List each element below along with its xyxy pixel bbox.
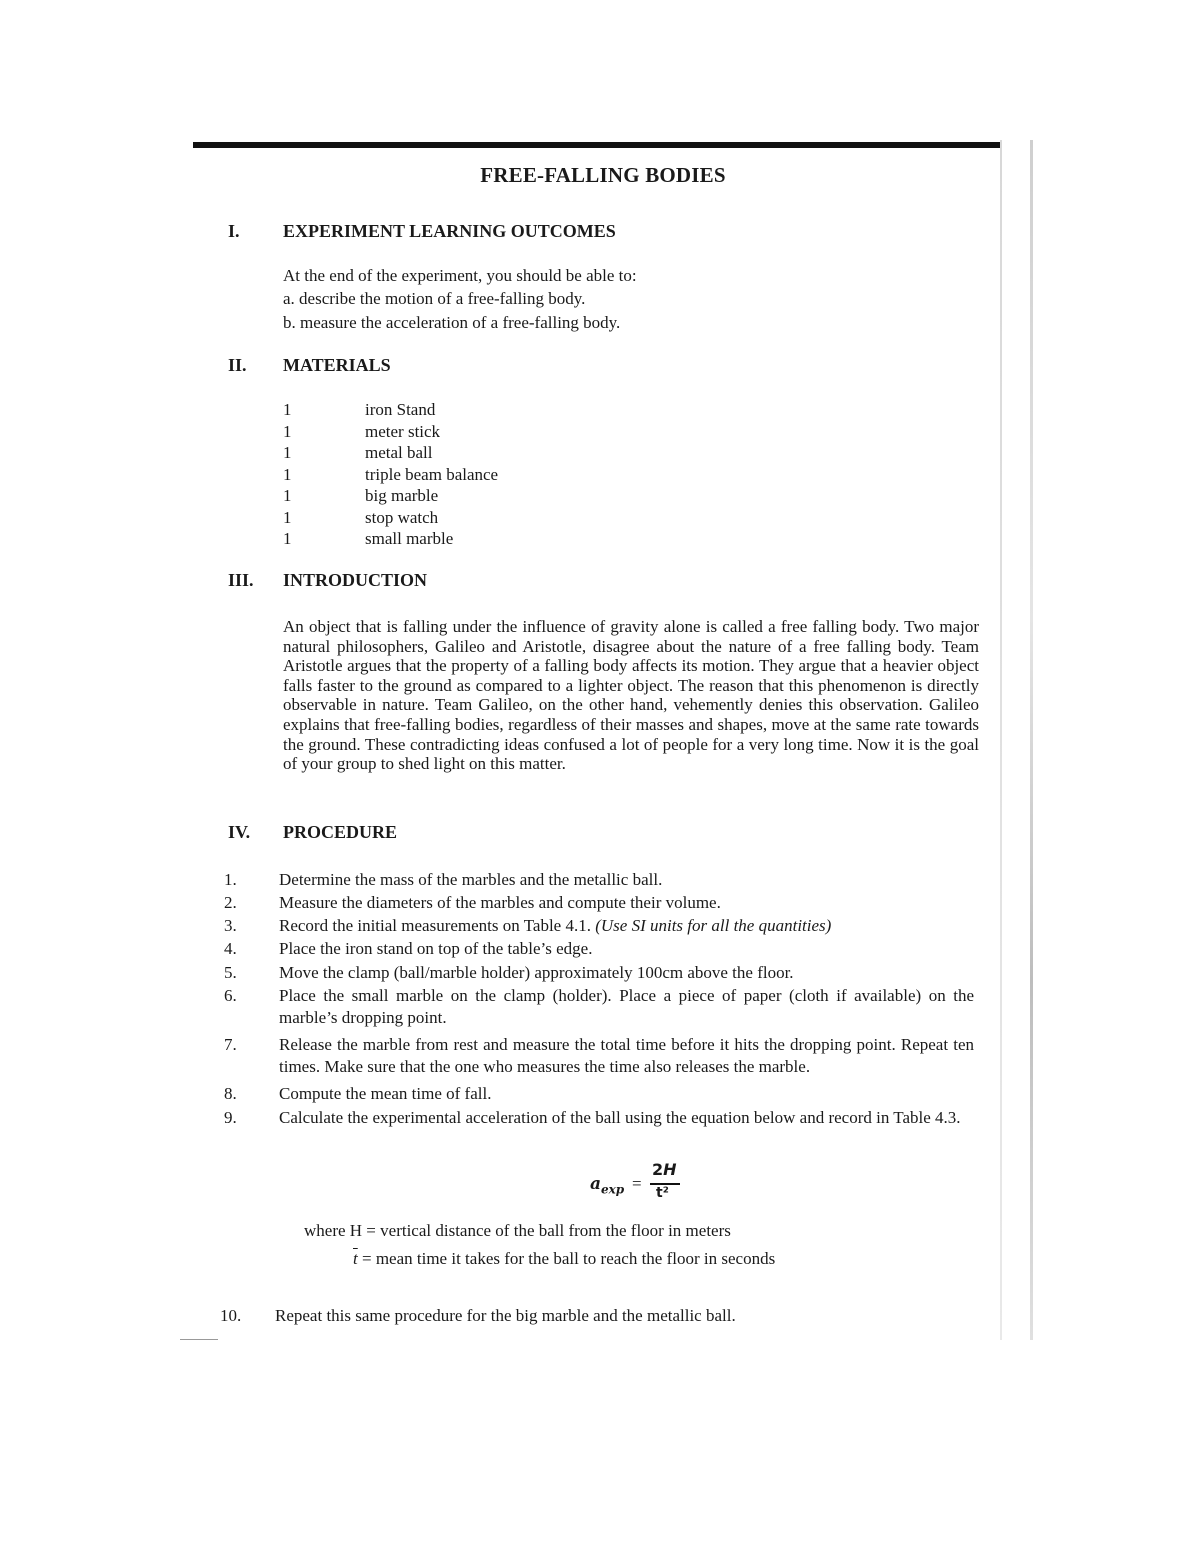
acceleration-formula — [590, 1160, 700, 1206]
step-number: 7. — [224, 1035, 237, 1054]
section-heading-introduction: INTRODUCTION — [283, 570, 428, 590]
section-number-procedure: IV. — [228, 822, 251, 842]
step-text: Compute the mean time of fall. — [279, 1084, 492, 1103]
material-name: stop watch — [365, 508, 439, 527]
material-row — [283, 442, 683, 463]
top-rule — [193, 142, 1002, 148]
step-number: 1. — [224, 870, 237, 889]
formula-lhs-symbol: a — [590, 1174, 602, 1194]
step-text — [279, 915, 974, 937]
mean-time-symbol: $\overline{t}$ — [353, 1249, 358, 1268]
outcome-item-b: b. measure the acceleration of a free-falling body. — [283, 313, 621, 332]
page-title: FREE-FALLING BODIES — [480, 163, 726, 187]
material-name: triple beam balance — [365, 465, 499, 484]
step-text: Repeat this same procedure for the big marble and the metallic ball. — [275, 1306, 736, 1325]
step-text: Place the small marble on the clamp (holder). Place a piece of paper (cloth if available) on the marble’s dropping point. — [279, 986, 974, 1027]
formula-where-line-2 — [353, 1248, 775, 1270]
introduction-paragraph: An object that is falling under the influence of gravity alone is called a free falling body. Two major natural philosophers, Galileo and Aristotle, disagree about the nature of a free falling body. Team Aristotle argues that the property of a falling body affects its motion. They argue that a heavier object falls faster to the ground as compared to a lighter object. The reason that this phenomenon is directly observable in nature. Team Galileo, on the other hand, vehemently denies this observation. Galileo explains that free-falling bodies, regardless of their masses and shapes, move at the same rate towards the ground. These contradicting ideas confused a lot of people for a very long time. Now it is the goal of your group to shed light on this matter. — [283, 617, 979, 774]
material-row — [283, 399, 683, 420]
material-row — [283, 528, 683, 549]
section-number-outcomes: I. — [228, 221, 240, 241]
formula-lhs — [590, 1174, 624, 1196]
step-text: Measure the diameters of the marbles and compute their volume. — [279, 893, 721, 912]
material-qty: 1 — [283, 508, 292, 527]
material-name: big marble — [365, 486, 439, 505]
material-qty: 1 — [283, 465, 292, 484]
material-qty: 1 — [283, 529, 292, 548]
step-number: 3. — [224, 916, 237, 935]
formula-equals: = — [632, 1174, 642, 1193]
step-number: 10. — [220, 1306, 242, 1325]
formula-numerator-coef: 2 — [652, 1160, 664, 1179]
formula-denominator: t̄² — [656, 1185, 669, 1201]
step-number: 8. — [224, 1084, 237, 1103]
step-text: Release the marble from rest and measure the total time before it hits the dropping point. Repeat ten times. Make sure that the one who measures the time also releases the marble. — [279, 1035, 974, 1076]
mean-time-definition: = mean time it takes for the ball to reach the floor in seconds — [357, 1249, 776, 1268]
formula-numerator — [652, 1160, 677, 1179]
formula-numerator-var: H — [663, 1160, 677, 1179]
material-name: metal ball — [365, 443, 433, 462]
formula-lhs-subscript: exp — [601, 1182, 625, 1197]
material-row — [283, 464, 683, 485]
step-number: 4. — [224, 939, 237, 958]
section-heading-outcomes: EXPERIMENT LEARNING OUTCOMES — [283, 221, 616, 241]
step-number: 5. — [224, 963, 237, 982]
material-row — [283, 421, 683, 442]
section-number-introduction: III. — [228, 570, 254, 590]
material-row — [283, 485, 683, 506]
material-name: iron Stand — [365, 400, 436, 419]
scan-edge-shadow — [1030, 140, 1033, 1340]
formula-where-line-1: where H = vertical distance of the ball from the floor in meters — [304, 1221, 731, 1240]
material-qty: 1 — [283, 443, 292, 462]
step-number: 2. — [224, 893, 237, 912]
material-qty: 1 — [283, 422, 292, 441]
step-text: Move the clamp (ball/marble holder) approximately 100cm above the floor. — [279, 963, 794, 982]
section-number-materials: II. — [228, 355, 247, 375]
outcomes-intro: At the end of the experiment, you should be able to: — [283, 266, 637, 285]
section-heading-materials: MATERIALS — [283, 355, 391, 375]
step-note: (Use SI units for all the quantities) — [595, 916, 832, 935]
material-qty: 1 — [283, 400, 292, 419]
step-text: Determine the mass of the marbles and the metallic ball. — [279, 870, 663, 889]
outcome-item-a: a. describe the motion of a free-falling body. — [283, 289, 586, 308]
section-heading-procedure: PROCEDURE — [283, 822, 398, 842]
step-text-main: Record the initial measurements on Table 4.1. — [279, 916, 591, 935]
scan-edge — [1000, 140, 1002, 1340]
material-name: meter stick — [365, 422, 441, 441]
margin-mark — [180, 1339, 218, 1340]
step-number: 6. — [224, 986, 237, 1005]
step-text: Calculate the experimental acceleration of the ball using the equation below and record in Table 4.3. — [279, 1108, 961, 1127]
step-number: 9. — [224, 1108, 237, 1127]
material-name: small marble — [365, 529, 454, 548]
material-qty: 1 — [283, 486, 292, 505]
material-row — [283, 507, 683, 528]
step-text: Place the iron stand on top of the table’s edge. — [279, 939, 593, 958]
